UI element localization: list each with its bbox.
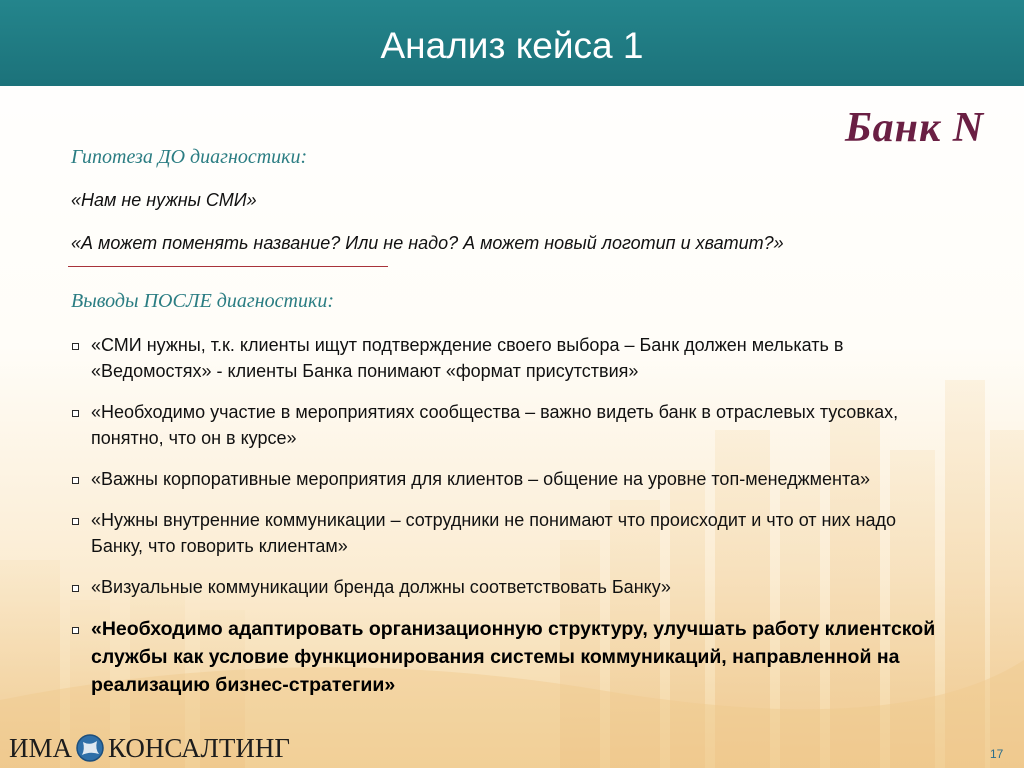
brand-label: Банк N: [845, 105, 985, 151]
company-logo: [9, 730, 290, 766]
list-item: [72, 332, 942, 384]
bullet-square-icon: [72, 343, 79, 350]
bullet-square-icon: [72, 410, 79, 417]
hypothesis-quote-1: «Нам не нужны СМИ»: [71, 190, 257, 210]
section-divider: [68, 266, 388, 267]
list-item-text: «Визуальные коммуникации бренда должны соответствовать Банку»: [91, 577, 671, 597]
list-item-text: «Нужны внутренние коммуникации – сотрудники не понимают что происходит и что от них надо Банку, что говорить клиентам»: [91, 510, 897, 556]
logo-text-right: КОНСАЛТИНГ: [108, 732, 290, 763]
list-item-key-conclusion: [72, 615, 942, 699]
hypothesis-quote-2: «А может поменять название? Или не надо? А может новый логотип и хватит?»: [71, 233, 784, 253]
slide-title: Анализ кейса 1: [380, 25, 644, 66]
conclusions-list: [72, 332, 942, 699]
logo-text-left: ИМА: [9, 732, 73, 763]
list-item: [72, 466, 942, 492]
list-item-text: «СМИ нужны, т.к. клиенты ищут подтверждение своего выбора – Банк должен мелькать в «Ведомостях» - клиенты Банка понимают «формат присутствия»: [91, 335, 844, 381]
conclusions-heading: Выводы ПОСЛЕ диагностики:: [71, 290, 334, 312]
page-number: 17: [990, 747, 1004, 761]
bullet-square-icon: [72, 627, 79, 634]
bullet-square-icon: [72, 585, 79, 592]
list-item: [72, 507, 942, 559]
globe-logo-icon: [75, 733, 105, 763]
list-item-text: «Необходимо адаптировать организационную структуру, улучшать работу клиентской службы как условие функционирования системы коммуникаций, направленной на реализацию бизнес-стратегии»: [91, 618, 936, 696]
bullet-square-icon: [72, 477, 79, 484]
title-bar: [0, 0, 1024, 86]
list-item-text: «Важны корпоративные мероприятия для клиентов – общение на уровне топ-менеджмента»: [91, 469, 871, 489]
bullet-square-icon: [72, 518, 79, 525]
list-item: [72, 574, 942, 600]
hypothesis-heading: Гипотеза ДО диагностики:: [71, 146, 308, 168]
list-item-text: «Необходимо участие в мероприятиях сообщества – важно видеть банк в отраслевых тусовках, понятно, что он в курсе»: [91, 402, 899, 448]
list-item: [72, 399, 942, 451]
